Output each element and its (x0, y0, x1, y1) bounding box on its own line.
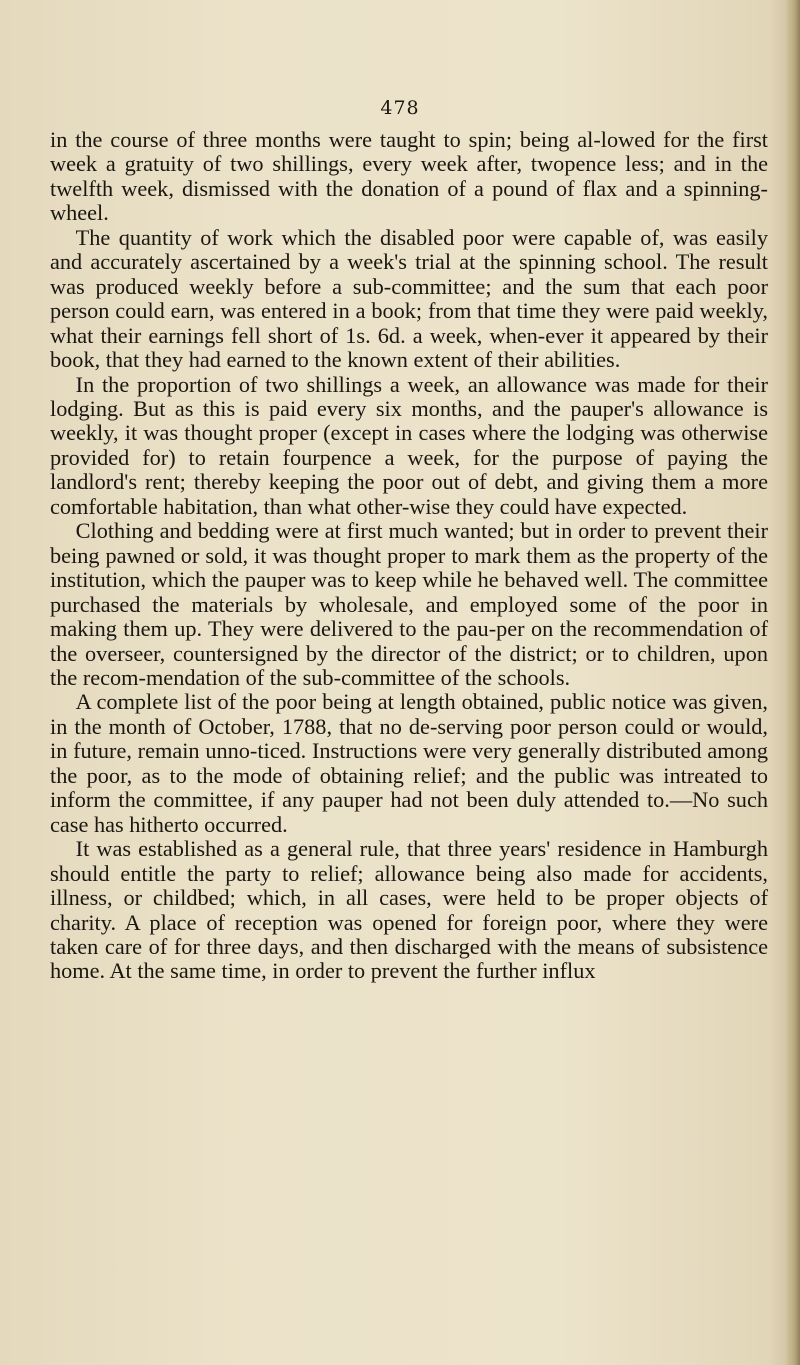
paragraph-4: Clothing and bedding were at first much wanted; but in order to prevent their being pawned or sold, it was thought proper to mark them as the property of the institution, which the pauper was to keep while he behaved well. The committee purchased the materials by wholesale, and employed some of the poor in making them up. They were delivered to the pau-per on the recommendation of the overseer, countersigned by the director of the district; or to children, upon the recom-mendation of the sub-committee of the schools. (50, 518, 768, 690)
paragraph-5: A complete list of the poor being at length obtained, public notice was given, in the month of October, 1788, that no de-serving poor person could or would, in future, remain unno-ticed. Instructions were very generally distributed among the poor, as to the mode of obtaining relief; and the public was intreated to inform the committee, if any pauper had not been duly attended to.—No such case has hitherto occurred. (50, 689, 768, 837)
body-text (50, 128, 768, 984)
paragraph-1: in the course of three months were taught to spin; being al-lowed for the first week a gratuity of two shillings, every week after, twopence less; and in the twelfth week, dismissed with the donation of a pound of flax and a spinning-wheel. (50, 127, 768, 226)
paragraph-2: The quantity of work which the disabled poor were capable of, was easily and accurately ascertained by a week's trial at the spinning school. The result was produced weekly before a sub-committee; and the sum that each poor person could earn, was entered in a book; from that time they were paid weekly, what their earnings fell short of 1s. 6d. a week, when-ever it appeared by their book, that they had earned to the known extent of their abilities. (50, 224, 768, 373)
page-edge-shadow (786, 0, 800, 1365)
paragraph-3: In the proportion of two shillings a week, an allowance was made for their lodging. But as this is paid every six months, and the pauper's allowance is weekly, it was thought proper (except in cases where the lodging was otherwise provided for) to retain fourpence a week, for the purpose of paying the landlord's rent; thereby keeping the poor out of debt, and giving them a more comfortable habitation, than what other-wise they could have expected. (50, 371, 768, 519)
paragraph-6: It was established as a general rule, that three years' residence in Hamburgh should entitle the party to relief; allowance being also made for accidents, illness, or childbed; which, in all cases, were held to be proper objects of charity. A place of reception was opened for foreign poor, where they were taken care of for three days, and then discharged with the means of subsistence home. At the same time, in order to prevent the further influx (50, 836, 768, 984)
page-number: 478 (380, 97, 420, 119)
